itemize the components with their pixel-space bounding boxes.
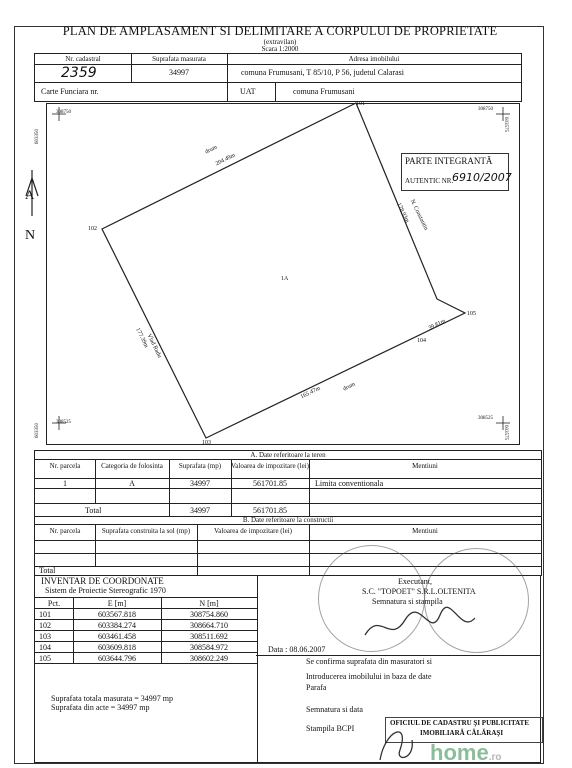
inventory-row-101-pct: 101 — [39, 610, 51, 619]
point-label-102: 102 — [88, 226, 97, 232]
total-measured-area: Suprafata totala masurata = 34997 mp — [51, 694, 174, 703]
neighbor-left: Vlad Radu — [145, 333, 163, 359]
uat-label: UAT — [240, 87, 256, 96]
section-b-header-supr: Suprafata construita la sol (mp) — [101, 527, 191, 535]
section-a-header-supr: Suprafata (mp) — [178, 462, 222, 470]
neighbor-bottom: drum — [342, 381, 357, 393]
signature-scribble — [360, 600, 480, 650]
confirmation-line-5: Stampila BCPI — [306, 724, 355, 733]
inventory-header-e: E [m] — [107, 599, 127, 608]
executant-date: Data : 08.06.2007 — [268, 645, 326, 654]
inventory-row-104-e: 603609.818 — [98, 643, 136, 652]
inventory-row-105-e: 603644.796 — [98, 654, 136, 663]
watermark-text: home — [430, 740, 489, 765]
total-acts-area: Suprafata din acte = 34997 mp — [51, 703, 150, 712]
section-a-total-val: 561701.85 — [253, 506, 287, 515]
executant-label: Executant, — [398, 577, 432, 586]
section-a-row-cat: A — [129, 479, 135, 488]
section-a-title: A. Date referitoare la teren — [250, 451, 326, 459]
document-scale: Scara 1:2000 — [261, 45, 299, 53]
inventory-row-104-pct: 104 — [39, 643, 51, 652]
inventory-header-n: N [m] — [199, 599, 219, 608]
section-a-table — [34, 450, 542, 517]
inventory-row-103-pct: 103 — [39, 632, 51, 641]
grid-label-bl-y: 603350 — [35, 423, 40, 438]
grid-label-tr-y: 603575 — [503, 117, 508, 132]
confirmation-line-4: Semnatura si data — [306, 705, 363, 714]
suprafata-label: Suprafata masurata — [152, 55, 206, 63]
inventory-row-104-n: 308584.972 — [190, 643, 228, 652]
length-104-105: 39.81m — [427, 318, 447, 332]
length-101-105: 178.93m — [395, 202, 410, 224]
neighbor-top: drum — [204, 144, 219, 156]
point-label-105: 105 — [467, 311, 476, 317]
section-a-total-supr: 34997 — [190, 506, 210, 515]
section-b-title: B. Date referitoare la constructii — [242, 516, 334, 524]
section-b-header-val: Valoarea de impozitare (lei) — [214, 527, 292, 535]
integral-stamp-line: AUTENTIC NR. — [405, 177, 454, 185]
document-subtitle: (extravilan) — [263, 38, 297, 46]
section-a-header-cat: Categoria de folosinta — [101, 462, 163, 470]
neighbor-right: N. Constantin — [408, 198, 429, 232]
section-a-row-supr: 34997 — [190, 479, 210, 488]
north-letter: N — [25, 228, 36, 243]
inventory-row-103-e: 603461.458 — [98, 632, 136, 641]
parcel-label: 1A — [281, 276, 289, 282]
watermark-domain: .ro — [488, 752, 502, 763]
length-103-104: 165.47m — [299, 385, 322, 401]
nr-cadastral-label: Nr. cadastral — [65, 55, 101, 63]
grid-label-tr-x: 308750 — [478, 107, 493, 112]
document-title: PLAN DE AMPLASAMENT SI DELIMITARE A CORPULUI DE PROPRIETATE — [62, 24, 498, 38]
integral-stamp-title: PARTE INTEGRANTĂ — [405, 156, 493, 166]
inventory-row-105-n: 308602.249 — [190, 654, 228, 663]
confirmation-line-3: Parafa — [306, 683, 327, 692]
adresa-label: Adresa imobilului — [348, 55, 400, 63]
inventory-subtitle: Sistem de Proiectie Stereografic 1970 — [45, 586, 166, 595]
ocpi-stamp-line-2: IMOBILIARĂ CĂLĂRAŞI — [420, 729, 504, 737]
grid-label-tl-x: 308750 — [56, 110, 71, 115]
section-a-row-val: 561701.85 — [253, 479, 287, 488]
point-label-101: 101 — [356, 101, 365, 107]
inventory-row-105-pct: 105 — [39, 654, 51, 663]
confirmation-line-1: Se confirma suprafata din masuratori si — [306, 657, 432, 666]
grid-label-tl-y: 603350 — [35, 129, 40, 144]
confirmation-line-2: Introducerea imobilului in baza de date — [306, 672, 432, 681]
nr-cadastral-value: 2359 — [61, 65, 97, 81]
inventory-row-101-e: 603567.818 — [98, 610, 136, 619]
section-a-total-label: Total — [85, 506, 102, 515]
point-label-104: 104 — [417, 338, 426, 344]
section-a-row-ment: Limita conventionala — [315, 479, 384, 488]
section-a-header-nr: Nr. parcela — [49, 462, 81, 470]
inventory-header-pct: Pct. — [47, 599, 61, 608]
section-b-header-nr: Nr. parcela — [49, 527, 81, 535]
adresa-value: comuna Frumusani, T 85/10, P 56, judetul Calarasi — [241, 68, 404, 77]
integral-stamp-number: 6910/2007 — [452, 171, 512, 184]
section-b-header-ment: Mentiuni — [412, 527, 438, 535]
executant-company: S.C. "TOPOET" S.R.L.OLTENITA — [362, 587, 476, 596]
carte-funciara-label: Carte Funciara nr. — [41, 87, 99, 96]
north-letter-a: A — [25, 187, 35, 202]
length-101-102: 204.49m — [214, 152, 237, 168]
grid-label-br-y: 603575 — [503, 425, 508, 440]
section-a-row-nr: 1 — [63, 479, 67, 488]
grid-label-bl-x: 308525 — [56, 420, 71, 425]
inventory-row-102-pct: 102 — [39, 621, 51, 630]
inventory-block — [34, 575, 258, 763]
suprafata-value: 34997 — [169, 68, 189, 77]
ocpi-stamp-line-1: OFICIUL DE CADASTRU ŞI PUBLICITATE — [390, 719, 529, 727]
section-a-header-ment: Mentiuni — [412, 462, 438, 470]
watermark-logo — [430, 740, 501, 766]
section-b-total-label: Total — [39, 566, 56, 575]
executant-signature-label: Semnatura si stampila — [372, 597, 443, 606]
section-a-header-val: Valoarea de impozitare (lei) — [231, 462, 309, 470]
inventory-row-102-e: 603384.274 — [98, 621, 136, 630]
inventory-title: INVENTAR DE COORDONATE — [41, 576, 164, 586]
length-102-103: 177.39m — [134, 327, 149, 349]
grid-label-br-x: 308525 — [478, 416, 493, 421]
bcpi-signature — [370, 710, 420, 765]
inventory-row-102-n: 308664.710 — [190, 621, 228, 630]
inventory-row-101-n: 308754.860 — [190, 610, 228, 619]
inventory-row-103-n: 308511.692 — [190, 632, 228, 641]
uat-value: comuna Frumusani — [293, 87, 355, 96]
point-label-103: 103 — [202, 440, 211, 446]
integral-part-stamp — [401, 153, 512, 191]
